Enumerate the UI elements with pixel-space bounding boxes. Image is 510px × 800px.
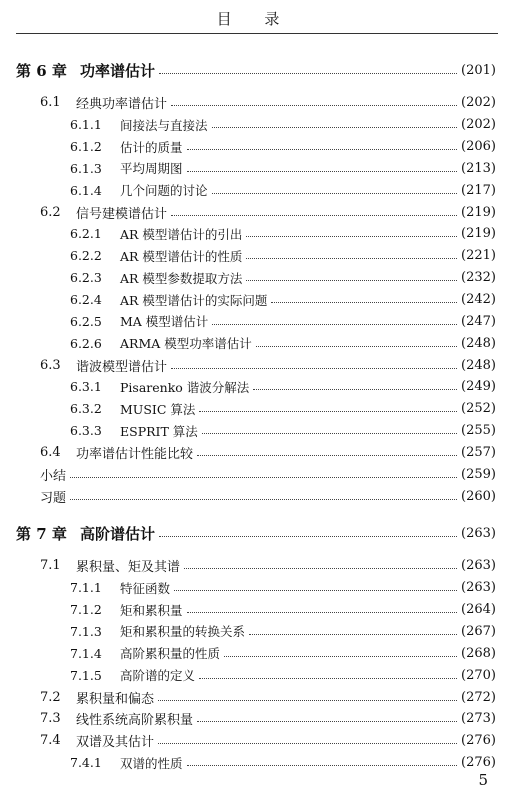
- dot-leader: [212, 193, 458, 194]
- entry-number: 6.2.6: [70, 335, 102, 351]
- entry-number: 7.4: [40, 733, 61, 749]
- entry-page: (252): [461, 401, 496, 417]
- entry-number: 7.2: [40, 689, 61, 705]
- entry-page: (268): [461, 645, 496, 661]
- dot-leader: [158, 700, 457, 701]
- entry-title: 习题: [40, 490, 67, 506]
- entry-page: (267): [461, 623, 496, 639]
- entry-page: (273): [461, 711, 496, 727]
- dot-leader: [187, 149, 458, 150]
- toc-subsection-entry[interactable]: [0, 289, 510, 311]
- dot-leader: [171, 368, 457, 369]
- entry-title: 几个问题的讨论: [120, 183, 208, 199]
- toc-subsection-entry[interactable]: [0, 136, 510, 158]
- dot-leader: [174, 590, 457, 591]
- toc-subsection-entry[interactable]: [0, 577, 510, 599]
- dot-leader: [197, 721, 457, 722]
- toc-subsection-entry[interactable]: [0, 223, 510, 245]
- toc-section-entry[interactable]: [0, 92, 510, 114]
- entry-number: 6.4: [40, 444, 61, 460]
- entry-title: 估计的质量: [120, 139, 183, 155]
- dot-leader: [187, 612, 458, 613]
- toc-section-entry[interactable]: [0, 485, 510, 507]
- entry-page: (263): [461, 580, 496, 596]
- entry-number: 6.2.4: [70, 292, 102, 308]
- entry-title: 特征函数: [120, 580, 171, 596]
- toc-subsection-entry[interactable]: [0, 267, 510, 289]
- toc-section-entry[interactable]: [0, 442, 510, 464]
- entry-page: (247): [461, 313, 496, 329]
- entry-page: (248): [461, 357, 496, 373]
- entry-page: (232): [461, 270, 496, 286]
- entry-title: AR 模型参数提取方法: [120, 270, 243, 286]
- toc-subsection-entry[interactable]: [0, 179, 510, 201]
- entry-title: ESPRIT 算法: [120, 423, 198, 439]
- toc-subsection-entry[interactable]: [0, 642, 510, 664]
- dot-leader: [158, 743, 457, 744]
- entry-title: 谐波模型谱估计: [76, 359, 168, 375]
- dot-leader: [246, 280, 457, 281]
- entry-page: (259): [461, 466, 496, 482]
- entry-page: (276): [461, 733, 496, 749]
- dot-leader: [159, 73, 457, 74]
- toc-subsection-entry[interactable]: [0, 245, 510, 267]
- entry-number: 7.4.1: [70, 755, 102, 771]
- entry-number: 7.1.1: [70, 580, 102, 596]
- dot-leader: [249, 634, 457, 635]
- entry-page: (202): [461, 95, 496, 111]
- toc-subsection-entry[interactable]: [0, 310, 510, 332]
- toc-section-entry[interactable]: [0, 463, 510, 485]
- entry-title: 累积量、矩及其谱: [76, 560, 181, 576]
- entry-number: 6.1.4: [70, 182, 102, 198]
- entry-number: 7.1: [40, 558, 61, 574]
- table-of-contents: [0, 58, 510, 773]
- entry-title: 经典功率谱估计: [76, 97, 168, 113]
- entry-number: 6.3.2: [70, 401, 102, 417]
- toc-section-entry[interactable]: [0, 555, 510, 577]
- entry-page: (263): [461, 558, 496, 574]
- dot-leader: [159, 536, 457, 537]
- toc-section-entry[interactable]: [0, 708, 510, 730]
- toc-chapter-entry[interactable]: [0, 58, 510, 82]
- entry-number: 6.2.3: [70, 270, 102, 286]
- toc-subsection-entry[interactable]: [0, 158, 510, 180]
- entry-number: 7.1.5: [70, 667, 102, 683]
- entry-title: ARMA 模型功率谱估计: [120, 336, 252, 352]
- entry-number: 6.2.5: [70, 313, 102, 329]
- toc-section-entry[interactable]: [0, 201, 510, 223]
- entry-title: 线性系统高阶累积量: [76, 713, 194, 729]
- toc-section-entry[interactable]: [0, 354, 510, 376]
- entry-number: 7.1.4: [70, 645, 102, 661]
- dot-leader: [224, 656, 457, 657]
- entry-title: MUSIC 算法: [120, 401, 196, 417]
- toc-subsection-entry[interactable]: [0, 599, 510, 621]
- entry-number: 6.2.1: [70, 226, 102, 242]
- page-number: 5: [478, 771, 488, 789]
- entry-number: 6.3.3: [70, 423, 102, 439]
- entry-title: 矩和累积量的转换关系: [120, 624, 246, 640]
- entry-number: 6.2: [40, 204, 61, 220]
- entry-title: 双谱的性质: [120, 755, 183, 771]
- entry-number: 6.3: [40, 357, 61, 373]
- dot-leader: [70, 477, 457, 478]
- header-divider: [16, 33, 498, 34]
- toc-section-entry[interactable]: [0, 730, 510, 752]
- toc-subsection-entry[interactable]: [0, 664, 510, 686]
- entry-title: AR 模型谱估计的实际问题: [120, 292, 268, 308]
- entry-page: (248): [461, 335, 496, 351]
- dot-leader: [199, 411, 457, 412]
- toc-subsection-entry[interactable]: [0, 621, 510, 643]
- toc-subsection-entry[interactable]: [0, 398, 510, 420]
- entry-number: 6.1: [40, 95, 61, 111]
- toc-subsection-entry[interactable]: [0, 114, 510, 136]
- entry-page: (270): [461, 667, 496, 683]
- dot-leader: [171, 215, 457, 216]
- entry-page: (272): [461, 689, 496, 705]
- entry-page: (206): [461, 139, 496, 155]
- entry-page: (219): [461, 204, 496, 220]
- entry-page: (276): [461, 755, 496, 771]
- dot-leader: [246, 258, 457, 259]
- dot-leader: [246, 236, 457, 237]
- entry-title: 高阶谱的定义: [120, 668, 196, 684]
- dot-leader: [271, 302, 457, 303]
- entry-title: 双谱及其估计: [76, 735, 155, 751]
- dot-leader: [184, 568, 457, 569]
- toc-subsection-entry[interactable]: [0, 332, 510, 354]
- entry-title: 信号建模谱估计: [76, 206, 168, 222]
- dot-leader: [197, 455, 457, 456]
- entry-title: 功率谱估计性能比较: [76, 446, 194, 462]
- entry-number: 7.1.3: [70, 623, 102, 639]
- dot-leader: [212, 127, 458, 128]
- toc-subsection-entry[interactable]: [0, 376, 510, 398]
- entry-title: Pisarenko 谐波分解法: [120, 379, 250, 395]
- entry-page: (242): [461, 292, 496, 308]
- chapter-number: 第 7 章: [16, 524, 67, 543]
- entry-title: AR 模型谱估计的引出: [120, 226, 243, 242]
- dot-leader: [187, 171, 458, 172]
- dot-leader: [256, 346, 457, 347]
- dot-leader: [70, 499, 457, 500]
- dot-leader: [253, 389, 457, 390]
- dot-leader: [199, 678, 457, 679]
- entry-number: 6.1.2: [70, 139, 102, 155]
- entry-page: (249): [461, 379, 496, 395]
- entry-title: 累积量和偏态: [76, 691, 155, 707]
- chapter-title: 高阶谱估计: [80, 524, 156, 543]
- entry-number: 7.3: [40, 711, 61, 727]
- entry-number: 6.1.1: [70, 117, 102, 133]
- entry-title: 间接法与直接法: [120, 117, 208, 133]
- chapter-title: 功率谱估计: [80, 61, 156, 80]
- chapter-number: 第 6 章: [16, 61, 67, 80]
- entry-title: 平均周期图: [120, 161, 183, 177]
- entry-title: 小结: [40, 468, 67, 484]
- toc-subsection-entry[interactable]: [0, 752, 510, 774]
- entry-title: 高阶累积量的性质: [120, 646, 221, 662]
- chapter-spacer: [0, 82, 510, 92]
- entry-title: MA 模型谱估计: [120, 314, 209, 330]
- entry-page: (221): [461, 248, 496, 264]
- entry-page: (213): [461, 160, 496, 176]
- chapter-page: (263): [461, 525, 496, 541]
- entry-page: (219): [461, 226, 496, 242]
- entry-page: (255): [461, 423, 496, 439]
- entry-page: (217): [461, 182, 496, 198]
- entry-page: (260): [461, 488, 496, 504]
- chapter-gap: [0, 507, 510, 521]
- toc-subsection-entry[interactable]: [0, 420, 510, 442]
- entry-number: 7.1.2: [70, 602, 102, 618]
- entry-page: (257): [461, 444, 496, 460]
- toc-chapter-entry[interactable]: [0, 521, 510, 545]
- dot-leader: [171, 105, 457, 106]
- chapter-page: (201): [461, 62, 496, 78]
- chapter-spacer: [0, 545, 510, 555]
- entry-number: 6.2.2: [70, 248, 102, 264]
- entry-page: (202): [461, 117, 496, 133]
- entry-title: 矩和累积量: [120, 602, 183, 618]
- toc-section-entry[interactable]: [0, 686, 510, 708]
- entry-number: 6.3.1: [70, 379, 102, 395]
- dot-leader: [202, 433, 457, 434]
- dot-leader: [187, 765, 458, 766]
- toc-header-title: 目 录: [216, 10, 294, 28]
- entry-title: AR 模型谱估计的性质: [120, 248, 243, 264]
- entry-number: 6.1.3: [70, 160, 102, 176]
- dot-leader: [212, 324, 457, 325]
- entry-page: (264): [461, 602, 496, 618]
